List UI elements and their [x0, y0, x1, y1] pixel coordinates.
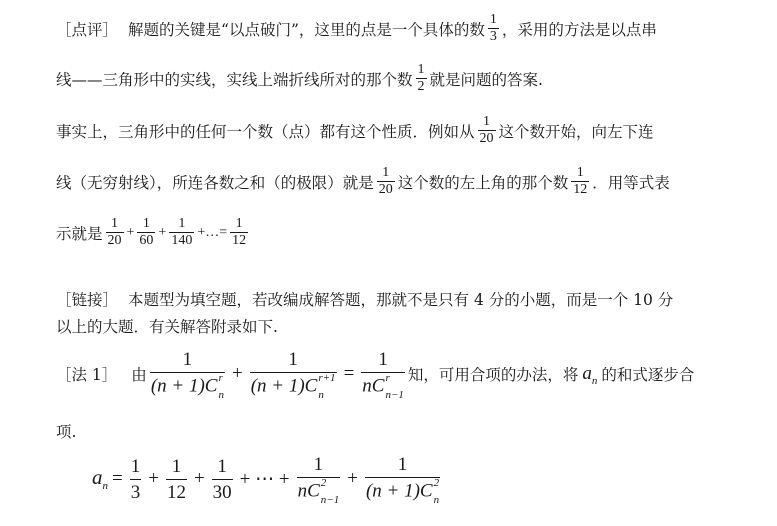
text: ．用等式表 [592, 173, 670, 192]
text: 解题的关键是“以点破门”，这里的点是一个具体的数 [128, 20, 485, 39]
fact-line-2 [56, 166, 670, 197]
fact-line-3 [56, 217, 251, 248]
fraction: $\frac{1}{30}$ [212, 455, 232, 503]
plus-sign: + [193, 468, 205, 489]
fraction: $\frac{1}{12}$ [573, 165, 588, 197]
comment-line-2 [56, 63, 543, 94]
link-line-2 [56, 315, 278, 337]
link-line-1 [56, 288, 673, 310]
text: ，采用的方法是以点串 [501, 20, 657, 39]
equals-sign: = [112, 468, 123, 489]
fraction: 1 nC r n−1 [362, 349, 404, 401]
text: 以上的大题．有关解答附录如下. [56, 318, 278, 336]
fraction: $\frac{1}{3}$ [130, 455, 141, 503]
text: 事实上，三角形中的任何一个数（点）都有这个性质．例如从 [56, 122, 475, 141]
fraction: 1 (n + 1)C r+1 n [250, 349, 336, 401]
fraction: $\frac{1}{20}$ [107, 216, 122, 248]
fraction: $\frac{1}{3}$ [489, 12, 497, 44]
text: 项. [56, 423, 77, 441]
plus-sign: + [158, 224, 167, 240]
method1-line-2 [56, 420, 76, 442]
fraction: 1 (n + 1)C 2 n [365, 454, 440, 506]
equals-sign: = [343, 363, 355, 384]
fraction: $\frac{1}{12}$ [166, 455, 186, 503]
comment-line-1 [56, 13, 657, 44]
fraction: $\frac{1}{12}$ [232, 216, 247, 248]
a-n-symbol: $a_n$ [582, 362, 598, 387]
text: 这个数开始，向左下连 [498, 122, 654, 141]
plus-sign: + [148, 468, 159, 489]
text: 就是问题的答案. [429, 70, 543, 89]
ellipsis-equals: +…= [197, 224, 228, 240]
fraction: $\frac{1}{140}$ [171, 216, 193, 248]
sum-formula [92, 454, 443, 506]
fraction: 1 nC 2 n−1 [297, 454, 340, 506]
link-tag: ［链接］ [56, 291, 119, 309]
plus-sign: + [347, 468, 358, 489]
method1-line-1 [56, 349, 695, 401]
fact-line-1 [56, 115, 654, 146]
fraction: $\frac{1}{20}$ [479, 114, 494, 146]
text: 的和式逐步合 [601, 366, 695, 384]
plus-sign: + [126, 224, 135, 240]
formula-lhs: $a_n$ [92, 465, 108, 493]
fraction: $\frac{1}{2}$ [417, 62, 425, 94]
fraction: 1 (n + 1)C r n [150, 349, 224, 401]
plus-sign: + [231, 363, 243, 384]
text: 知，可用合项的办法，将 [407, 366, 579, 384]
text: 本题型为填空题，若改编成解答题，那就不是只有 4 分的小题，而是一个 10 分 [128, 291, 674, 309]
text: 线——三角形中的实线，实线上端折线所对的那个数 [56, 70, 413, 89]
text: 线（无穷射线），所连各数之和（的极限）就是 [56, 173, 374, 192]
text: 这个数的左上角的那个数 [397, 173, 569, 192]
ellipsis: + ⋯ + [239, 468, 290, 490]
text: 由 [131, 366, 147, 384]
fraction: $\frac{1}{20}$ [378, 165, 393, 197]
comment-tag: ［点评］ [56, 20, 119, 39]
text: 示就是 [56, 224, 103, 243]
method1-tag: ［法 1］ [56, 366, 118, 384]
fraction: $\frac{1}{60}$ [139, 216, 154, 248]
